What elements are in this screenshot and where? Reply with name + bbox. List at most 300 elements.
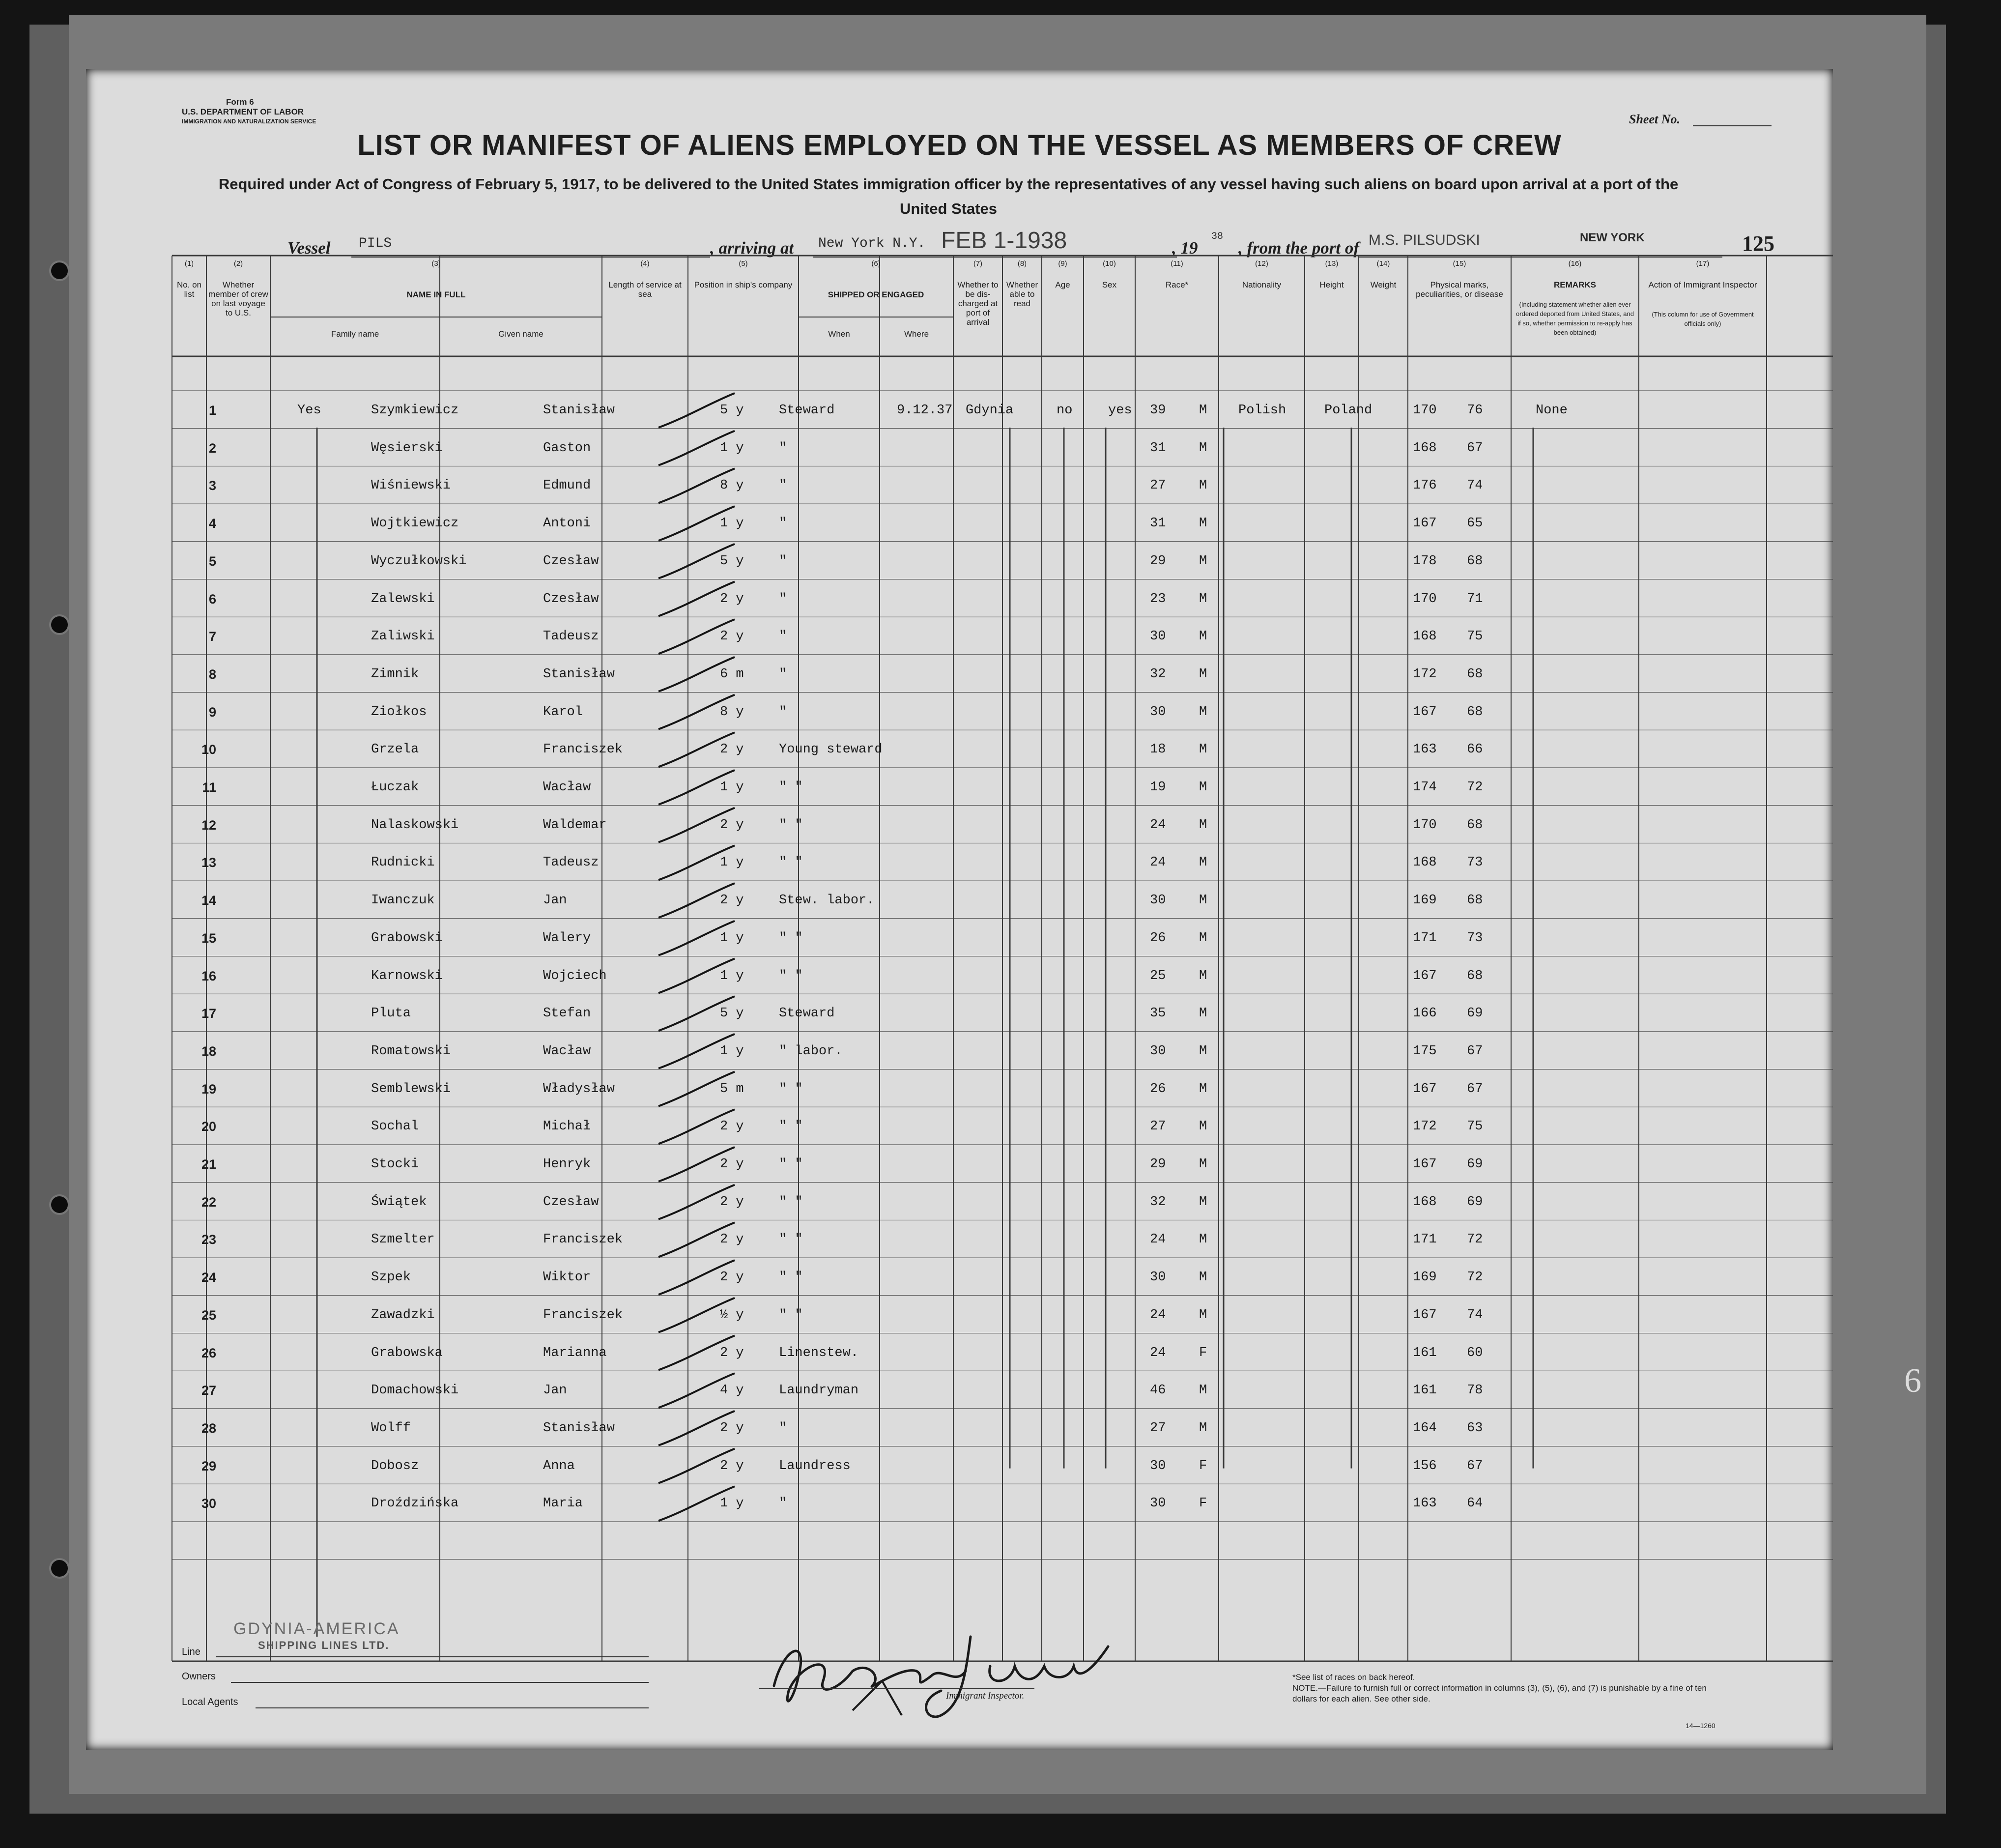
cell-family: Pluta: [371, 1006, 411, 1021]
cell-height: 167: [1413, 1081, 1437, 1097]
cell-given: Franciszek: [543, 1307, 623, 1323]
cell-height: 163: [1413, 742, 1437, 757]
cell-read: yes: [1108, 403, 1132, 418]
cell-sex: M: [1199, 855, 1207, 870]
cell-weight: 67: [1467, 1081, 1483, 1097]
inspector-signature: [754, 1617, 1128, 1730]
cell-sex: M: [1199, 1157, 1207, 1172]
cell-sex: F: [1199, 1496, 1207, 1511]
cell-sex: M: [1199, 591, 1207, 606]
page-title: LIST OR MANIFEST OF ALIENS EMPLOYED ON THE VESSEL AS MEMBERS OF CREW: [357, 129, 1562, 161]
cell-weight: 68: [1467, 704, 1483, 720]
cell-sex: M: [1199, 1232, 1207, 1247]
cell-service: 2 y: [720, 1345, 744, 1360]
cell-weight: 69: [1467, 1194, 1483, 1210]
cell-sex: M: [1199, 403, 1207, 418]
row-number: 6: [208, 591, 216, 606]
cell-height: 172: [1413, 666, 1437, 682]
cell-weight: 75: [1467, 1119, 1483, 1134]
sheet-label: Sheet No.: [1629, 112, 1680, 126]
cell-family: Stocki: [371, 1157, 419, 1172]
cell-nat: Poland: [1324, 403, 1372, 418]
cell-sex: M: [1199, 1043, 1207, 1059]
row-number: 25: [201, 1307, 216, 1323]
cell-sex: M: [1199, 1006, 1207, 1021]
column-header: Height: [1319, 280, 1344, 289]
cell-height: 163: [1413, 1496, 1437, 1511]
row-number: 29: [201, 1458, 216, 1473]
column-number: (16): [1568, 260, 1582, 268]
cell-age: 27: [1150, 478, 1166, 493]
cell-age: 30: [1150, 629, 1166, 644]
cell-age: 26: [1150, 930, 1166, 946]
cell-weight: 72: [1467, 1232, 1483, 1247]
cell-sex: M: [1199, 1194, 1207, 1210]
column-header: Weight: [1370, 280, 1397, 289]
cell-weight: 73: [1467, 855, 1483, 870]
column-number: (2): [233, 260, 243, 268]
row-number: 13: [201, 855, 216, 870]
cell-given: Tadeusz: [543, 855, 599, 870]
cell-position: " labor.: [779, 1043, 843, 1059]
cell-height: 171: [1413, 930, 1437, 946]
cell-service: ½ y: [720, 1307, 744, 1323]
cell-service: 2 y: [720, 742, 744, 757]
cell-position: ": [779, 553, 787, 569]
column-header: No. on list: [176, 280, 202, 299]
cell-family: Nalaskowski: [371, 817, 459, 833]
cell-service: 4 y: [720, 1383, 744, 1398]
cell-weight: 67: [1467, 440, 1483, 456]
arriving-value: New York N.Y.: [818, 236, 926, 251]
cell-family: Zawadzki: [371, 1307, 435, 1323]
cell-height: 170: [1413, 817, 1437, 833]
column-number: (10): [1103, 260, 1116, 268]
inspector-line: [759, 1688, 1034, 1689]
cell-service: 1 y: [720, 968, 744, 983]
column-number: (7): [973, 260, 983, 268]
row-number: 26: [201, 1345, 216, 1360]
cell-family: Karnowski: [371, 968, 443, 983]
cell-height: 167: [1413, 968, 1437, 983]
cell-family: Szpek: [371, 1270, 411, 1285]
row-number: 12: [201, 817, 216, 833]
cell-service: 2 y: [720, 1194, 744, 1210]
cell-position: ": [779, 666, 787, 682]
column-header: Nationality: [1242, 280, 1282, 289]
cell-given: Franciszek: [543, 742, 623, 757]
line-stamp-sub: SHIPPING LINES LTD.: [258, 1639, 390, 1651]
cell-height: 169: [1413, 893, 1437, 908]
cell-when: 9.12.37: [897, 403, 953, 418]
cell-marks: None: [1536, 403, 1568, 418]
cell-age: 32: [1150, 666, 1166, 682]
row-number: 20: [201, 1119, 216, 1134]
column-number: (11): [1171, 260, 1183, 268]
cell-service: 2 y: [720, 629, 744, 644]
cell-sex: M: [1199, 553, 1207, 569]
cell-age: 24: [1150, 1232, 1166, 1247]
cell-weight: 68: [1467, 893, 1483, 908]
cell-weight: 68: [1467, 666, 1483, 682]
cell-height: 170: [1413, 591, 1437, 606]
cell-given: Waldemar: [543, 817, 607, 833]
row-number: 16: [201, 968, 216, 983]
cell-sex: M: [1199, 478, 1207, 493]
form-number: Form 6: [226, 97, 254, 107]
port-stamp: M.S. PILSUDSKI: [1369, 232, 1480, 248]
binder-hole: [49, 260, 70, 281]
cell-service: 5 y: [720, 403, 744, 418]
cell-service: 2 y: [720, 1420, 744, 1436]
date-stamp: FEB 1-1938: [941, 228, 1067, 254]
cell-sex: M: [1199, 1270, 1207, 1285]
cell-height: 167: [1413, 1307, 1437, 1323]
cell-family: Zalewski: [371, 591, 435, 606]
cell-weight: 72: [1467, 1270, 1483, 1285]
where-header: Where: [904, 329, 929, 339]
line-stamp: GDYNIA-AMERICA: [233, 1619, 400, 1638]
cell-height: 169: [1413, 1270, 1437, 1285]
cell-service: 2 y: [720, 1119, 744, 1134]
cell-age: 31: [1150, 516, 1166, 531]
cell-position: ": [779, 591, 787, 606]
races-note: *See list of races on back hereof.: [1292, 1673, 1415, 1682]
cell-service: 2 y: [720, 1458, 744, 1473]
cell-service: 1 y: [720, 516, 744, 531]
cell-height: 176: [1413, 478, 1437, 493]
cell-given: Stanisław: [543, 666, 615, 682]
cell-family: Romatowski: [371, 1043, 451, 1059]
row-number: 9: [208, 704, 216, 720]
cell-height: 164: [1413, 1420, 1437, 1436]
column-number: (8): [1017, 260, 1027, 268]
cell-age: 30: [1150, 1496, 1166, 1511]
cell-given: Karol: [543, 704, 583, 720]
cell-position: " ": [779, 930, 803, 946]
cell-family: Droździńska: [371, 1496, 459, 1511]
cell-weight: 68: [1467, 968, 1483, 983]
cell-service: 1 y: [720, 930, 744, 946]
cell-sex: M: [1199, 1420, 1207, 1436]
row-number: 15: [201, 930, 216, 946]
cell-weight: 60: [1467, 1345, 1483, 1360]
service-name: IMMIGRATION AND NATURALIZATION SERVICE: [182, 118, 316, 125]
form-code: 14—1260: [1686, 1722, 1715, 1730]
cell-given: Stanisław: [543, 403, 615, 418]
cell-position: ": [779, 440, 787, 456]
cell-height: 161: [1413, 1383, 1437, 1398]
row-number: 19: [201, 1081, 216, 1097]
cell-service: 1 y: [720, 855, 744, 870]
binder-hole: [49, 1558, 70, 1579]
owners-label: Owners: [182, 1671, 216, 1682]
cell-position: Steward: [779, 403, 835, 418]
cell-given: Czesław: [543, 553, 599, 569]
cell-position: ": [779, 1496, 787, 1511]
cell-family: Szmelter: [371, 1232, 435, 1247]
cell-given: Maria: [543, 1496, 583, 1511]
cell-family: Semblewski: [371, 1081, 451, 1097]
cell-given: Antoni: [543, 516, 591, 531]
cell-service: 2 y: [720, 1232, 744, 1247]
cell-age: 27: [1150, 1119, 1166, 1134]
cell-height: 168: [1413, 440, 1437, 456]
cell-sex: M: [1199, 1081, 1207, 1097]
cell-family: Łuczak: [371, 780, 419, 795]
cell-age: 46: [1150, 1383, 1166, 1398]
cell-given: Czesław: [543, 1194, 599, 1210]
cell-given: Franciszek: [543, 1232, 623, 1247]
cell-position: " ": [779, 1307, 803, 1323]
cell-given: Stefan: [543, 1006, 591, 1021]
column-header: Length of service at sea: [608, 280, 682, 299]
cell-age: 30: [1150, 1458, 1166, 1473]
cell-position: " ": [779, 1194, 803, 1210]
column-header: Sex: [1102, 280, 1117, 289]
cell-family: Zaliwski: [371, 629, 435, 644]
cell-given: Marianna: [543, 1345, 607, 1360]
cell-service: 1 y: [720, 440, 744, 456]
cell-sex: M: [1199, 1383, 1207, 1398]
cell-position: " ": [779, 1232, 803, 1247]
manifest-page: [86, 69, 1921, 1750]
cell-position: Laundryman: [779, 1383, 859, 1398]
arriving-label: , arriving at: [710, 238, 794, 258]
vessel-label: Vessel: [287, 238, 331, 258]
cell-service: 8 y: [720, 704, 744, 720]
cell-family: Domachowski: [371, 1383, 459, 1398]
row-number: 14: [201, 893, 216, 908]
cell-family: Grabowski: [371, 930, 443, 946]
row-number: 2: [208, 440, 216, 456]
cell-height: 168: [1413, 855, 1437, 870]
cell-last: Yes: [297, 403, 321, 418]
cell-sex: M: [1199, 440, 1207, 456]
column-header: Action of Immigrant Inspector: [1648, 280, 1757, 289]
cell-position: Stew. labor.: [779, 893, 875, 908]
cell-family: Iwanczuk: [371, 893, 435, 908]
cell-sex: M: [1199, 893, 1207, 908]
column-header: Whether member of crew on last voyage to U.S.: [208, 280, 268, 318]
cell-given: Gaston: [543, 440, 591, 456]
cell-service: 5 m: [720, 1081, 744, 1097]
cell-sex: M: [1199, 629, 1207, 644]
cell-height: 171: [1413, 1232, 1437, 1247]
cell-service: 5 y: [720, 1006, 744, 1021]
cell-age: 30: [1150, 704, 1166, 720]
cell-family: Zimnik: [371, 666, 419, 682]
year-label: , 19: [1172, 238, 1198, 258]
cell-weight: 67: [1467, 1458, 1483, 1473]
cell-weight: 69: [1467, 1157, 1483, 1172]
cell-height: 168: [1413, 629, 1437, 644]
cell-position: " ": [779, 1081, 803, 1097]
cell-weight: 64: [1467, 1496, 1483, 1511]
port-label: , from the port of: [1238, 238, 1359, 258]
page-subtitle: Required under Act of Congress of February 5, 1917, to be delivered to the United States immigration officer by the representatives of any vessel having such aliens on board upon arrival at a port of the United States: [218, 175, 1679, 217]
cell-given: Jan: [543, 1383, 567, 1398]
cell-family: Świątek: [371, 1194, 427, 1210]
column-header: REMARKS: [1554, 280, 1596, 289]
cell-service: 1 y: [720, 1496, 744, 1511]
cell-weight: 72: [1467, 780, 1483, 795]
cell-age: 19: [1150, 780, 1166, 795]
cell-given: Wacław: [543, 780, 591, 795]
row-number: 7: [208, 629, 216, 644]
cell-service: 6 m: [720, 666, 744, 682]
cell-age: 35: [1150, 1006, 1166, 1021]
cell-where: Gdynia: [966, 403, 1014, 418]
cell-weight: 69: [1467, 1006, 1483, 1021]
column-header: Race*: [1165, 280, 1189, 289]
agents-underline: [256, 1707, 649, 1708]
cell-given: Edmund: [543, 478, 591, 493]
row-number: 8: [208, 666, 216, 682]
cell-sex: M: [1199, 666, 1207, 682]
column-header: NAME IN FULL: [406, 290, 466, 299]
cell-family: Wojtkiewicz: [371, 516, 459, 531]
row-number: 3: [208, 478, 216, 493]
cell-position: ": [779, 516, 787, 531]
cell-weight: 71: [1467, 591, 1483, 606]
cell-position: Linenstew.: [779, 1345, 859, 1360]
cell-sex: M: [1199, 516, 1207, 531]
cell-age: 25: [1150, 968, 1166, 983]
cell-given: Wiktor: [543, 1270, 591, 1285]
cell-service: 2 y: [720, 893, 744, 908]
owners-underline: [231, 1682, 649, 1683]
cell-age: 32: [1150, 1194, 1166, 1210]
cell-given: Michał: [543, 1119, 591, 1134]
cell-position: " ": [779, 1270, 803, 1285]
cell-position: " ": [779, 968, 803, 983]
row-number: 21: [201, 1157, 216, 1172]
cell-service: 8 y: [720, 478, 744, 493]
cell-position: Young steward: [779, 742, 883, 757]
cell-service: 2 y: [720, 1157, 744, 1172]
cell-given: Tadeusz: [543, 629, 599, 644]
cell-weight: 66: [1467, 742, 1483, 757]
row-number: 1: [208, 403, 216, 418]
cell-weight: 76: [1467, 403, 1483, 418]
when-header: When: [828, 329, 850, 339]
cell-height: 167: [1413, 704, 1437, 720]
cell-family: Węsierski: [371, 440, 443, 456]
row-number: 23: [201, 1232, 216, 1247]
page-number: 125: [1742, 231, 1774, 256]
binder-hole: [49, 1194, 70, 1215]
cell-family: Wiśniewski: [371, 478, 451, 493]
row-number: 28: [201, 1420, 216, 1436]
line-underline: [216, 1656, 649, 1657]
cell-family: Ziołkos: [371, 704, 427, 720]
cell-height: 178: [1413, 553, 1437, 569]
cell-sex: M: [1199, 780, 1207, 795]
given-name-header: Given name: [498, 329, 543, 339]
cell-sex: M: [1199, 930, 1207, 946]
year-value: 38: [1211, 231, 1224, 242]
column-header: Whether to be dis-charged at port of arrival: [957, 280, 999, 327]
cell-sex: M: [1199, 968, 1207, 983]
cell-weight: 78: [1467, 1383, 1483, 1398]
cell-given: Wacław: [543, 1043, 591, 1059]
cell-position: ": [779, 1420, 787, 1436]
cell-given: Walery: [543, 930, 591, 946]
column-header: SHIPPED OR ENGAGED: [828, 290, 924, 299]
cell-disch: no: [1057, 403, 1073, 418]
cell-service: 2 y: [720, 591, 744, 606]
cell-weight: 74: [1467, 1307, 1483, 1323]
cell-weight: 73: [1467, 930, 1483, 946]
cell-service: 1 y: [720, 1043, 744, 1059]
inspector-label: Immigrant Inspector.: [946, 1691, 1025, 1701]
row-number: 27: [201, 1383, 216, 1398]
margin-mark: 6: [1904, 1362, 1921, 1400]
cell-age: 30: [1150, 1270, 1166, 1285]
column-number: (3): [431, 260, 441, 268]
cell-service: 1 y: [720, 780, 744, 795]
cell-given: Jan: [543, 893, 567, 908]
cell-age: 24: [1150, 855, 1166, 870]
cell-position: ": [779, 704, 787, 720]
cell-position: " ": [779, 1119, 803, 1134]
row-number: 30: [201, 1496, 216, 1511]
cell-family: Szymkiewicz: [371, 403, 459, 418]
cell-position: ": [779, 478, 787, 493]
cell-position: " ": [779, 1157, 803, 1172]
column-number: (1): [184, 260, 194, 268]
cell-sex: M: [1199, 1307, 1207, 1323]
row-number: 17: [201, 1006, 216, 1021]
cell-age: 24: [1150, 1307, 1166, 1323]
column-header: Whether able to read: [1006, 280, 1038, 308]
cell-sex: F: [1199, 1458, 1207, 1473]
cell-service: 2 y: [720, 1270, 744, 1285]
binder-hole: [49, 614, 70, 635]
cell-position: Steward: [779, 1006, 835, 1021]
cell-sex: M: [1199, 817, 1207, 833]
cell-family: Grabowska: [371, 1345, 443, 1360]
column-number: (9): [1058, 260, 1067, 268]
cell-given: Władysław: [543, 1081, 615, 1097]
remarks-note: (Including statement whether alien ever ordered deported from United States, and if so, whether permission to re-apply has been obtained): [1516, 301, 1634, 336]
cell-age: 29: [1150, 553, 1166, 569]
cell-sex: M: [1199, 1119, 1207, 1134]
vessel-value: PILS: [359, 236, 392, 251]
cell-position: ": [779, 629, 787, 644]
cell-given: Henryk: [543, 1157, 591, 1172]
agents-label: Local Agents: [182, 1697, 238, 1707]
cell-weight: 68: [1467, 817, 1483, 833]
cell-height: 161: [1413, 1345, 1437, 1360]
cell-age: 24: [1150, 1345, 1166, 1360]
cell-service: 2 y: [720, 817, 744, 833]
cell-age: 30: [1150, 1043, 1166, 1059]
inspector-note: (This column for use of Government officials only): [1652, 311, 1754, 327]
column-number: (14): [1376, 260, 1390, 268]
column-header: Physical marks, peculiarities, or disease: [1416, 280, 1503, 299]
column-header: Age: [1055, 280, 1070, 289]
cell-weight: 74: [1467, 478, 1483, 493]
cell-age: 30: [1150, 893, 1166, 908]
cell-age: 31: [1150, 440, 1166, 456]
cell-given: Wojciech: [543, 968, 607, 983]
cell-weight: 67: [1467, 1043, 1483, 1059]
department-name: U.S. DEPARTMENT OF LABOR: [182, 107, 304, 116]
cell-position: " ": [779, 780, 803, 795]
cell-given: Stanisław: [543, 1420, 615, 1436]
